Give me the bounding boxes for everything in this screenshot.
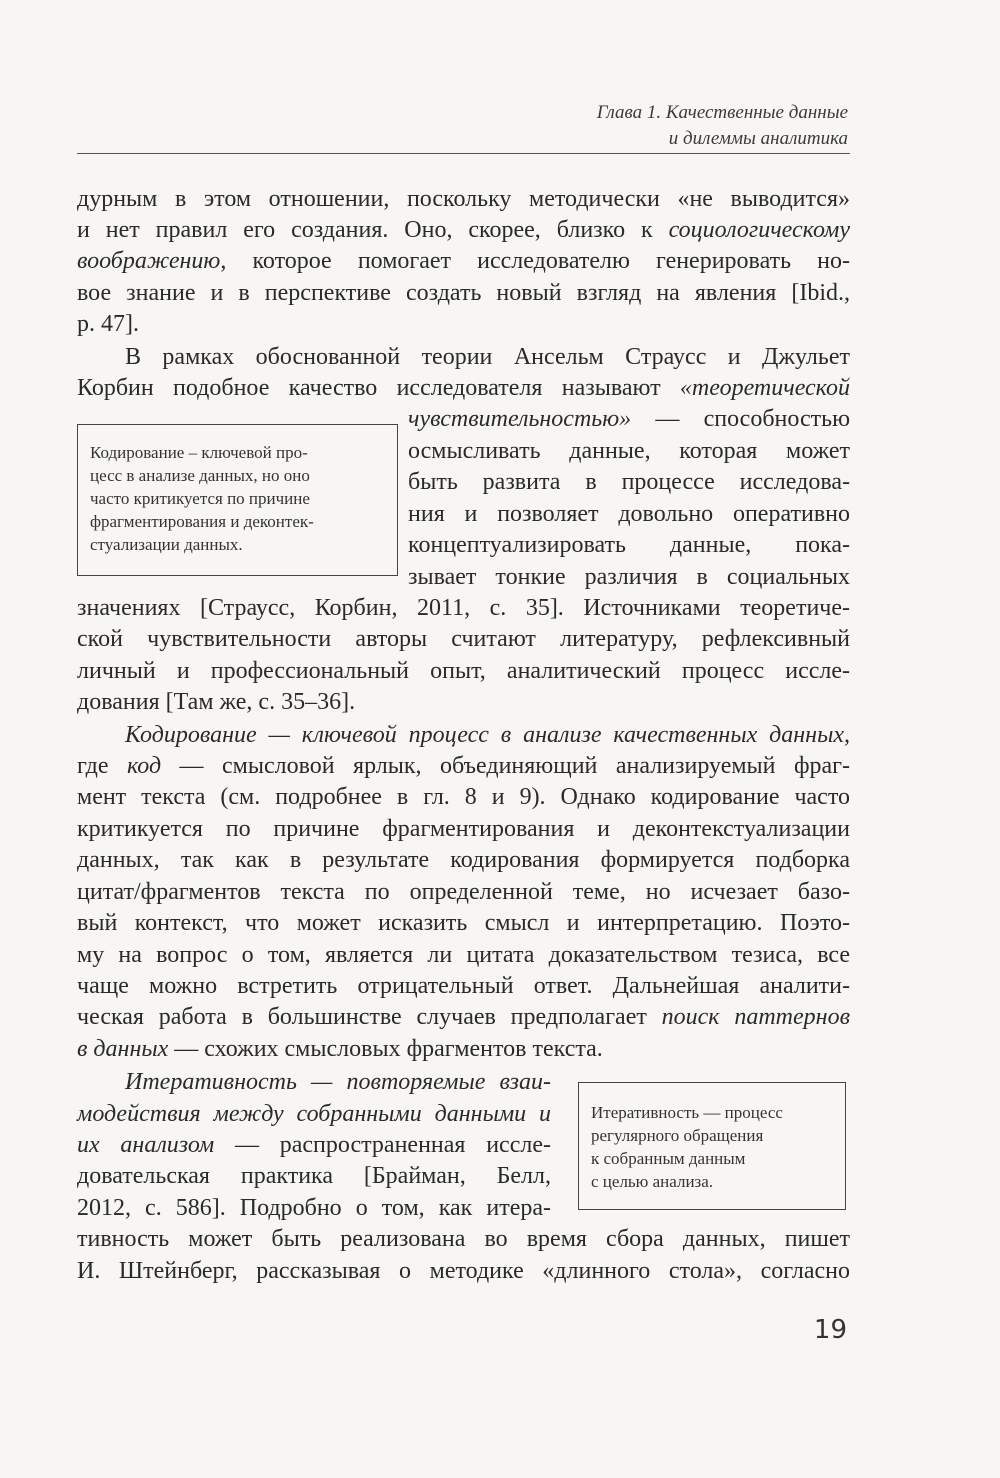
text-line: И. Штейнберг, рассказывая о методике «длинного стола», согласно: [77, 1258, 850, 1284]
text-line: воображению, которое помогает исследователю генерировать но-: [77, 248, 850, 274]
emphasis-term: модействия между собранными данными и: [77, 1101, 551, 1127]
text-line: в данных — схожих смысловых фрагментов текста.: [77, 1036, 603, 1062]
text-line: цитат/фрагментов текста по определенной теме, но исчезает базо-: [77, 879, 850, 905]
margin-note-line: Кодирование – ключевой про-: [90, 443, 308, 462]
text-line: му на вопрос о том, является ли цитата доказательством тезиса, все: [77, 942, 850, 968]
margin-note-line: стуализации данных.: [90, 535, 243, 554]
emphasis-term: социологическому: [668, 217, 850, 243]
text-line: осмысливать данные, которая может: [408, 438, 850, 464]
margin-note-line: цесс в анализе данных, но оно: [90, 466, 310, 485]
text-line: мент текста (см. подробнее в гл. 8 и 9). Однако кодирование часто: [77, 784, 850, 810]
text-line: довательская практика [Брайман, Белл,: [77, 1163, 551, 1189]
text-line: где код — смысловой ярлык, объединяющий анализируемый фраг-: [77, 753, 851, 779]
text-line: ния и позволяет довольно оперативно: [408, 501, 850, 527]
text-line: вое знание и в перспективе создать новый взгляд на явления [Ibid.,: [77, 280, 850, 306]
text-line: Корбин подобное качество исследователя называют «теоретической: [77, 375, 850, 401]
text-line: чаще можно встретить отрицательный ответ. Дальнейшая аналити-: [77, 973, 850, 999]
margin-note-iterativity: [578, 1082, 846, 1210]
emphasis-term: Итеративность — повторяемые взаи-: [125, 1069, 551, 1095]
text-line: концептуализировать данные, пока-: [408, 532, 850, 558]
text-line: p. 47].: [77, 311, 139, 337]
margin-note-line: фрагментирования и деконтек-: [90, 512, 314, 531]
text-line: их анализом — распространенная иссле-: [77, 1132, 551, 1158]
text-line: вый контекст, что может исказить смысл и интерпретацию. Поэто-: [77, 910, 850, 936]
text-line: [125, 1067, 551, 1097]
margin-note-line: к собранным данным: [591, 1149, 746, 1168]
emphasis-term: код: [126, 753, 162, 779]
text-line: значениях [Страусс, Корбин, 2011, с. 35]. Источниками теоретиче-: [77, 595, 850, 621]
text-line: ческая работа в большинстве случаев предполагает поиск паттернов: [77, 1004, 850, 1030]
text-line: дования [Там же, с. 35–36].: [77, 689, 356, 715]
text-line: тивность может быть реализована во время сбора данных, пишет: [77, 1226, 850, 1252]
margin-note-line: с целью анализа.: [591, 1172, 714, 1191]
emphasis-term: «теоретической: [679, 375, 850, 401]
text-line: и нет правил его создания. Оно, скорее, близко к социологическому: [77, 217, 850, 243]
text-line: [77, 1099, 551, 1129]
margin-note-coding: [77, 424, 398, 576]
emphasis-term: в данных: [77, 1036, 169, 1062]
text-line: чувствительностью» — способностью: [408, 406, 850, 432]
text-line: дурным в этом отношении, поскольку методически «не выводится»: [77, 186, 850, 212]
page-number: 19: [813, 1315, 847, 1345]
text-line: ской чувствительности авторы считают литературу, рефлексивный: [77, 626, 850, 652]
emphasis-term: поиск паттернов: [661, 1004, 850, 1030]
text-line: [125, 720, 850, 750]
text-line: критикуется по причине фрагментирования и деконтекстуализации: [77, 816, 850, 842]
text-line: личный и профессиональный опыт, аналитический процесс иссле-: [77, 658, 850, 684]
margin-note-line: регулярного обращения: [591, 1126, 764, 1145]
text-line: 2012, с. 586]. Подробно о том, как итера-: [77, 1195, 551, 1221]
running-head-line-2: и дилеммы аналитика: [668, 128, 848, 149]
text-line: зывает тонкие различия в социальных: [408, 564, 850, 590]
text-line: данных, так как в результате кодирования формируется подборка: [77, 847, 850, 873]
running-head-line-1: Глава 1. Качественные данные: [596, 102, 848, 123]
emphasis-term: Кодирование — ключевой процесс в анализе качественных данных,: [125, 722, 850, 748]
text-line: быть развита в процессе исследова-: [408, 469, 850, 495]
running-head: [597, 100, 848, 152]
header-rule: [77, 153, 850, 154]
text-line: В рамках обоснованной теории Ансельм Страусс и Джульет: [125, 344, 850, 370]
emphasis-term: их анализом: [77, 1132, 215, 1158]
margin-note-line: Итеративность — процесс: [591, 1103, 783, 1122]
emphasis-term: чувствительностью»: [408, 406, 632, 432]
margin-note-line: часто критикуется по причине: [90, 489, 310, 508]
emphasis-term: воображению: [77, 248, 221, 274]
